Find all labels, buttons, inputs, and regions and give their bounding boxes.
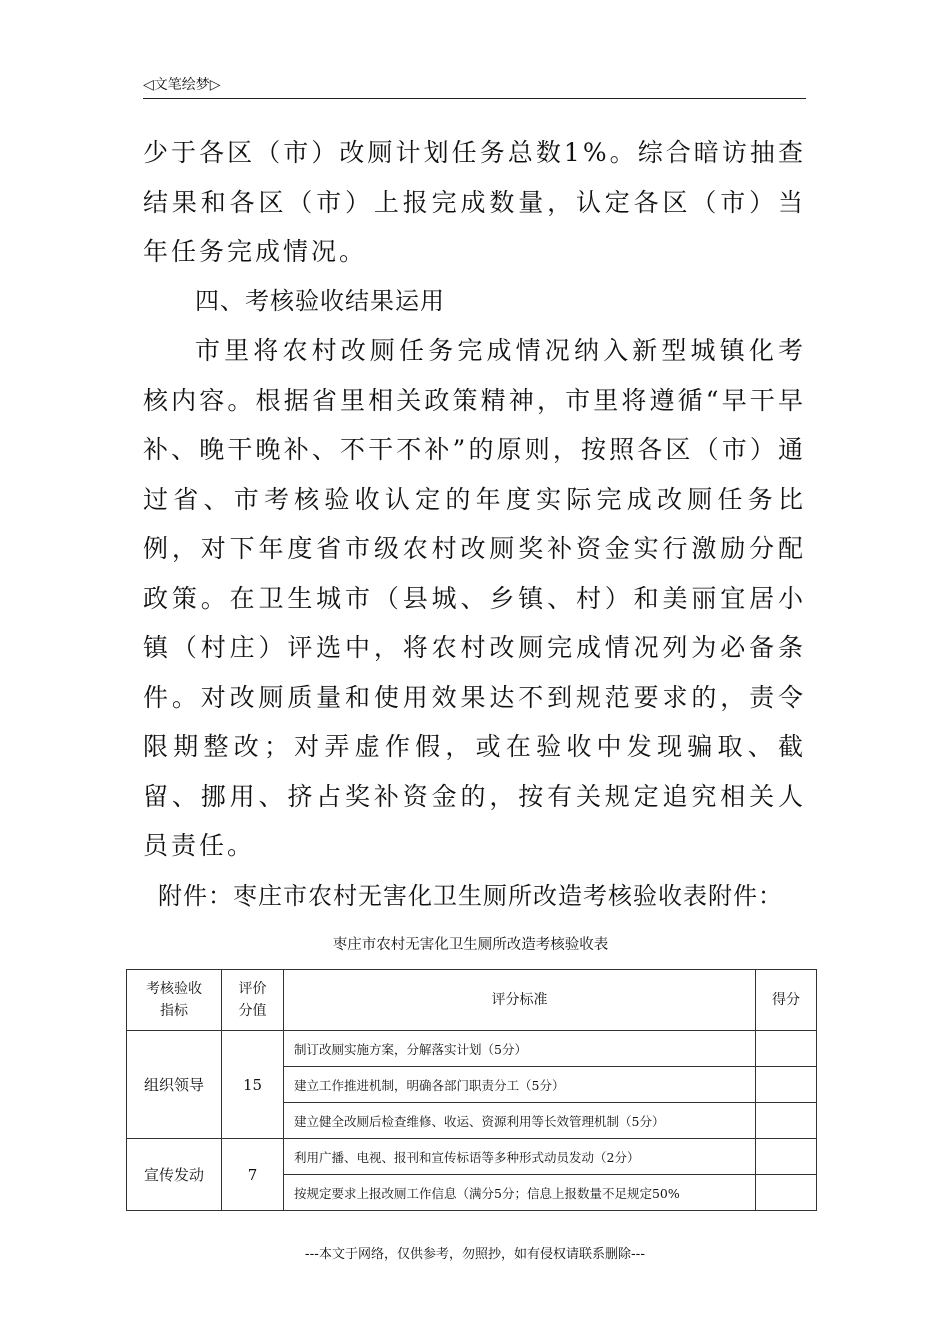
category-cell: 组织领导 [127, 1031, 222, 1139]
points-cell [756, 1175, 817, 1211]
criteria-cell: 利用广播、电视、报刊和宣传标语等多种形式动员发动（2分） [284, 1139, 756, 1175]
attachment-line: 附件：枣庄市农村无害化卫生厕所改造考核验收表附件： [158, 882, 783, 910]
header-points: 得分 [756, 970, 817, 1031]
body-text [143, 128, 806, 871]
table-title: 枣庄市农村无害化卫生厕所改造考核验收表 [332, 937, 609, 953]
table-row [127, 1139, 817, 1175]
page-header: ◁文笔绘梦▷ [143, 72, 806, 99]
criteria-cell: 制订改厕实施方案，分解落实计划（5分） [284, 1031, 756, 1067]
points-cell [756, 1103, 817, 1139]
paragraph: 市里将农村改厕任务完成情况纳入新型城镇化考核内容。根据省里相关政策精神，市里将遵循“早干早补、晚干晚补、不干不补”的原则，按照各区（市）通过省、市考核验收认定的年度实际完成改厕任务比例，对下年度省市级农村改厕奖补资金实行激励分配政策。在卫生城市（县城、乡镇、村）和美丽宜居小镇（村庄）评选中，将农村改厕完成情况列为必备条件。对改厕质量和使用效果达不到规范要求的，责令限期整改；对弄虚作假，或在验收中发现骗取、截留、挪用、挤占奖补资金的，按有关规定追究相关人员责任。 [143, 336, 806, 860]
header-criteria: 评分标准 [284, 970, 756, 1031]
header-indicator: 考核验收 指标 [127, 970, 222, 1031]
table-row [127, 1031, 817, 1067]
points-cell [756, 1139, 817, 1175]
score-cell: 7 [222, 1139, 284, 1211]
category-cell: 宣传发动 [127, 1139, 222, 1211]
points-cell [756, 1031, 817, 1067]
page-footer: ---本文于网络，仅供参考，勿照抄，如有侵权请联系删除--- [304, 1247, 646, 1262]
header-score: 评价 分值 [222, 970, 284, 1031]
assessment-table [126, 969, 817, 1211]
points-cell [756, 1067, 817, 1103]
section-heading: 四、考核验收结果运用 [195, 286, 445, 315]
criteria-cell: 按规定要求上报改厕工作信息（满分5分；信息上报数量不足规定50% [284, 1175, 756, 1211]
table-header-row [127, 970, 817, 1031]
criteria-cell: 建立工作推进机制，明确各部门职责分工（5分） [284, 1067, 756, 1103]
criteria-cell: 建立健全改厕后检查维修、收运、资源利用等长效管理机制（5分） [284, 1103, 756, 1139]
score-cell: 15 [222, 1031, 284, 1139]
paragraph: 少于各区（市）改厕计划任务总数1%。综合暗访抽查结果和各区（市）上报完成数量，认定各区（市）当年任务完成情况。 [143, 138, 806, 266]
